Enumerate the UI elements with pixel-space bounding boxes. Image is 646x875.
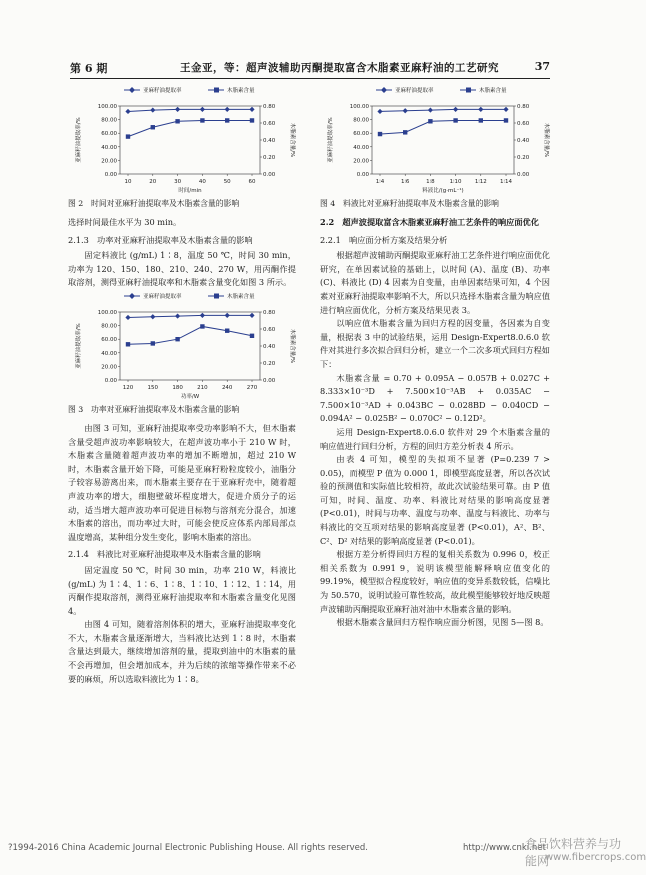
series-point-0 [150,107,155,112]
paragraph-regression-intro: 以响应值木脂素含量为回归方程的因变量，各因素为自变量，根据表 3 中的试验结果，运用 Design-Expert8.0.6.0 软件对其进行多次拟合回归分析，建立一个二次多项式回归方程如下： [320,318,550,369]
legend-marker-lignan [466,88,471,93]
x-axis-tick-label: 20 [149,179,157,185]
left-axis-tick-label: 80.00 [353,117,369,124]
series-point-0 [200,107,205,112]
series-point-0 [428,107,433,112]
plot-frame [372,106,514,174]
watermark-url: www.fibercrops.com [545,852,646,863]
paragraph-2-1-3: 固定料液比 (g/mL) 1∶8，温度 50 ℃，时间 30 min，功率为 120、150、180、210、240、270 W，用丙酮作提取溶剂，测得亚麻籽油提取率和木脂素含量变化如图 3 所示。 [68,250,296,288]
section-2-1-3-heading: 2.1.3 功率对亚麻籽油提取率及木脂素含量的影响 [68,234,253,245]
legend-marker-oil [129,87,135,93]
right-axis-label: 木脂素含量/% [289,122,295,158]
paragraph-2-1-4: 固定温度 50 ℃，时间 30 min，功率 210 W，料液比 (g/mL) 为 1∶4、1∶6、1∶8、1∶10、1∶12、1∶14，用丙酮作提取溶剂，测得亚麻籽油提取率和木脂素含量变化见图 4。 [68,564,296,616]
series-point-1 [151,341,155,345]
x-axis-tick-label: 1∶8 [426,179,435,185]
series-line-0 [380,109,506,111]
figure-2-chart [68,84,296,196]
plot-frame [120,312,260,380]
right-axis-tick-label: 0.00 [263,172,276,178]
right-column [320,84,550,630]
paragraph-significance: 由表 4 可知，模型的失拟项不显著 (P=0.239 7 > 0.05)，而模型 P 值为 0.000 1，即模型高度显著，所以各次试验的预测值和实际值比较相符，故此次试验结果可靠。由 P 值可知，时间、温度、功率、料液比对结果的影响高度显著 (P<0.01)，时间与功率、温度与功率、温度与料液比、功率与料液比的交互项对结果的影响高度显著 (P<0.01)，A²、B²、C²、D² 对结果的影响高度显著 (P<0.01)。 [320,454,550,546]
series-point-0 [150,314,155,319]
right-axis-tick-label: 0.20 [263,155,276,161]
copyright-notice: ?1994-2016 China Academic Journal Electronic Publishing House. All rights reserved. [8,843,368,853]
left-axis-tick-label: 80.00 [101,117,117,124]
left-axis-tick-label: 40.00 [101,144,117,151]
x-axis-label: 料液比/(g·mL⁻¹) [422,188,464,194]
paragraph-time-optimum: 选择时间最佳水平为 30 min。 [68,217,182,227]
left-axis-tick-label: 60.00 [101,131,117,138]
series-line-0 [128,315,252,317]
figure-3-chart [68,290,296,402]
right-axis-tick-label: 0.60 [517,121,530,127]
series-point-1 [479,118,483,122]
figure-3-caption: 图 3 功率对亚麻籽油提取率及木脂素含量的影响 [68,404,240,414]
figure-4-chart [320,84,550,196]
left-axis-tick-label: 0.00 [104,377,117,384]
left-axis-tick-label: 100.00 [97,104,117,110]
series-point-1 [126,342,130,346]
series-point-1 [151,125,155,129]
series-point-0 [225,313,230,318]
section-2-2-1-heading: 2.2.1 响应面分析方案及结果分析 [320,234,448,245]
paragraph-table-4: 运用 Design-Expert8.0.6.0 软件对 29 个木脂素含量的响应值进行回归分析，方程的回归方差分析表 4 所示。 [320,426,550,451]
left-axis-tick-label: 100.00 [97,309,117,316]
series-point-1 [403,130,407,134]
legend-label-lignan: 木脂素含量 [227,293,255,300]
legend-label-lignan: 木脂素含量 [227,88,255,94]
series-point-0 [478,107,483,112]
x-axis-tick-label: 10 [124,179,132,185]
series-point-0 [377,109,382,114]
series-point-1 [200,118,204,122]
left-axis-label: 亚麻籽油提取率/% [76,117,82,163]
right-axis-tick-label: 0.20 [517,155,530,161]
left-axis-tick-label: 100.00 [349,104,369,110]
right-axis-tick-label: 0.80 [263,309,276,316]
figure-2 [68,84,296,196]
figure-4-caption: 图 4 料液比对亚麻籽油提取率及木脂素含量的影响 [320,199,499,208]
right-axis-tick-label: 0.60 [263,121,276,127]
legend-marker-lignan [214,88,219,93]
x-axis-tick-label: 1∶12 [474,179,487,185]
x-axis-tick-label: 1∶10 [449,179,462,185]
left-axis-tick-label: 40.00 [353,144,369,151]
series-point-1 [175,337,179,341]
x-axis-label: 功率/W [180,393,200,400]
figure-4 [320,84,550,196]
x-axis-tick-label: 240 [221,384,233,391]
issue-number: 第 6 期 [70,62,108,75]
left-axis-tick-label: 0.00 [356,172,369,178]
right-axis-tick-label: 0.40 [263,138,276,144]
series-point-1 [453,118,457,122]
x-axis-tick-label: 180 [172,384,183,391]
x-axis-tick-label: 1∶14 [500,179,512,185]
paragraph-figure-4-analysis: 由图 4 可知，随着溶剂体积的增大，亚麻籽油提取率变化不大，木脂素含量逐渐增大，当料液比达到 1∶8 时，木脂素含量达到最大，继续增加溶剂的量，提取到油中的木脂素的量不会再增加，但会增加成本，并为后续的浓缩等操作带来不必要的麻烦，所以选取料液比为 1∶8。 [68,619,296,684]
paragraph-figure-3-analysis: 由图 3 可知，亚麻籽油提取率受功率影响不大，但木脂素含量受超声波功率影响较大，在超声波功率小于 210 W 时，木脂素含量随着超声波功率的增加不断增加，超过 210 W 时，木脂素含量开始下降，可能是亚麻籽粉粒度较小，油脂分子较容易游离出来，而木脂素主要存在于亚麻籽壳中，随着超声波功率的增大，细胞壁破坏程度增大，促进介质分子的运动，适当增大超声波功率可促进目标物与溶剂充分混合，加速木脂素的溶出，而功率过大时，可能会使反应体系内部局部点温度增高，某种组分发生变化，影响木脂素的溶出。 [68,422,296,542]
series-point-1 [175,119,179,123]
left-axis-label: 亚麻籽油提取率/% [76,323,82,369]
series-point-0 [249,107,254,112]
series-line-1 [128,120,252,136]
paragraph-2-2-1: 根据超声波辅助丙酮提取亚麻籽油工艺条件进行响应面优化研究，在单因素试验的基础上，以时间 (A)、温度 (B)、功率 (C)、料液比 (D) 4 因素为自变量，由单因素结果可知，4 个因素对亚麻籽油提取率影响不大，所以只选择木脂素含量为响应值进行响应面优化，分析方案及结果见表 3。 [320,250,550,315]
right-axis-tick-label: 0.60 [263,326,276,333]
left-axis-tick-label: 20.00 [353,158,369,165]
series-point-0 [249,313,254,318]
right-axis-tick-label: 0.40 [517,138,530,144]
series-point-1 [250,118,254,122]
series-point-1 [250,334,254,338]
series-point-0 [175,107,180,112]
left-axis-tick-label: 60.00 [353,131,369,138]
section-2-1-4-heading: 2.1.4 料液比对亚麻籽油提取率及木脂素含量的影响 [68,549,261,560]
right-axis-label: 木脂素含量/% [543,122,549,158]
legend-label-oil: 亚麻籽油提取率 [143,88,182,94]
cnki-link[interactable]: http://www.cnki.net [463,843,546,853]
series-point-1 [378,132,382,136]
right-axis-tick-label: 0.40 [263,343,276,350]
left-axis-tick-label: 20.00 [101,364,117,371]
right-axis-tick-label: 0.80 [263,104,276,110]
series-point-1 [225,328,229,332]
left-column [68,84,296,686]
legend-marker-lignan [214,293,219,298]
series-point-1 [428,119,432,123]
legend-label-oil: 亚麻籽油提取率 [395,88,434,94]
series-point-0 [175,313,180,318]
running-title: 王金亚，等：超声波辅助丙酮提取富含木脂素亚麻籽油的工艺研究 [180,62,499,74]
series-point-0 [403,108,408,113]
series-point-1 [200,324,204,328]
left-axis-tick-label: 0.00 [104,172,117,178]
x-axis-tick-label: 120 [122,384,134,391]
series-point-0 [453,107,458,112]
series-line-1 [380,120,506,134]
regression-equation: 木脂素含量 = 0.70 + 0.095A − 0.057B + 0.027C + 8.333×10⁻³D + 7.500×10⁻³AB + 0.035AC − 7.500×10⁻³AD + 0.043BC − 0.028BD − 0.040CD − 0.094A² − 0.025B² − 0.070C² − 0.12D²。 [320,372,550,424]
figure-3 [68,290,296,402]
legend-marker-oil [381,87,387,93]
left-axis-tick-label: 60.00 [101,337,117,344]
x-axis-tick-label: 1∶4 [375,179,385,185]
section-2-2-heading: 2.2 超声波提取富含木脂素亚麻籽油工艺条件的响应面优化 [320,217,539,227]
x-axis-tick-label: 1∶6 [400,179,410,185]
x-axis-tick-label: 50 [223,179,231,185]
left-axis-tick-label: 20.00 [101,158,117,165]
page-number: 37 [534,60,550,73]
plot-frame [120,106,260,174]
figure-2-caption: 图 2 时间对亚麻籽油提取率及木脂素含量的影响 [68,199,240,208]
x-axis-tick-label: 40 [198,179,206,185]
x-axis-label: 时间/min [178,188,202,194]
x-axis-tick-label: 60 [248,179,256,185]
watermark-site-name: 食品饮料营养与功能网 [525,837,622,868]
x-axis-tick-label: 150 [147,384,159,391]
paragraph-correlation: 根据方差分析得回归方程的复相关系数为 0.996 0，校正相关系数为 0.991 9，说明该模型能解释响应值变化的 99.19%，模型拟合程度较好，响应值的变异系数较低，信噪比为 50.570，说明试验可靠性较高，故此模型能够较好地反映超声波辅助丙酮提取亚麻籽油对油中木脂素含量的影响。 [320,549,550,614]
paragraph-response-surface: 根据木脂素含量回归方程作响应面分析图，见图 5—图 8。 [336,617,549,628]
series-point-1 [504,118,508,122]
series-point-0 [225,107,230,112]
series-point-0 [125,315,130,320]
right-axis-label: 木脂素含量/% [289,328,295,364]
series-line-1 [128,326,252,344]
legend-label-lignan: 木脂素含量 [479,88,507,94]
x-axis-tick-label: 270 [246,384,258,391]
left-axis-tick-label: 40.00 [101,350,117,357]
series-point-0 [503,107,508,112]
legend-label-oil: 亚麻籽油提取率 [143,293,182,300]
series-point-0 [125,109,130,114]
x-axis-tick-label: 30 [174,179,182,185]
left-axis-label: 亚麻籽油提取率/% [328,117,334,163]
series-point-0 [200,313,205,318]
right-axis-tick-label: 0.80 [517,104,530,110]
running-header [70,58,550,79]
legend-marker-oil [129,293,135,299]
x-axis-tick-label: 210 [197,384,208,391]
series-point-1 [225,118,229,122]
series-line-0 [128,109,252,111]
right-axis-tick-label: 0.00 [517,172,530,178]
right-axis-tick-label: 0.00 [263,377,276,384]
left-axis-tick-label: 80.00 [101,323,117,330]
series-point-1 [126,134,130,138]
right-axis-tick-label: 0.20 [263,360,276,367]
